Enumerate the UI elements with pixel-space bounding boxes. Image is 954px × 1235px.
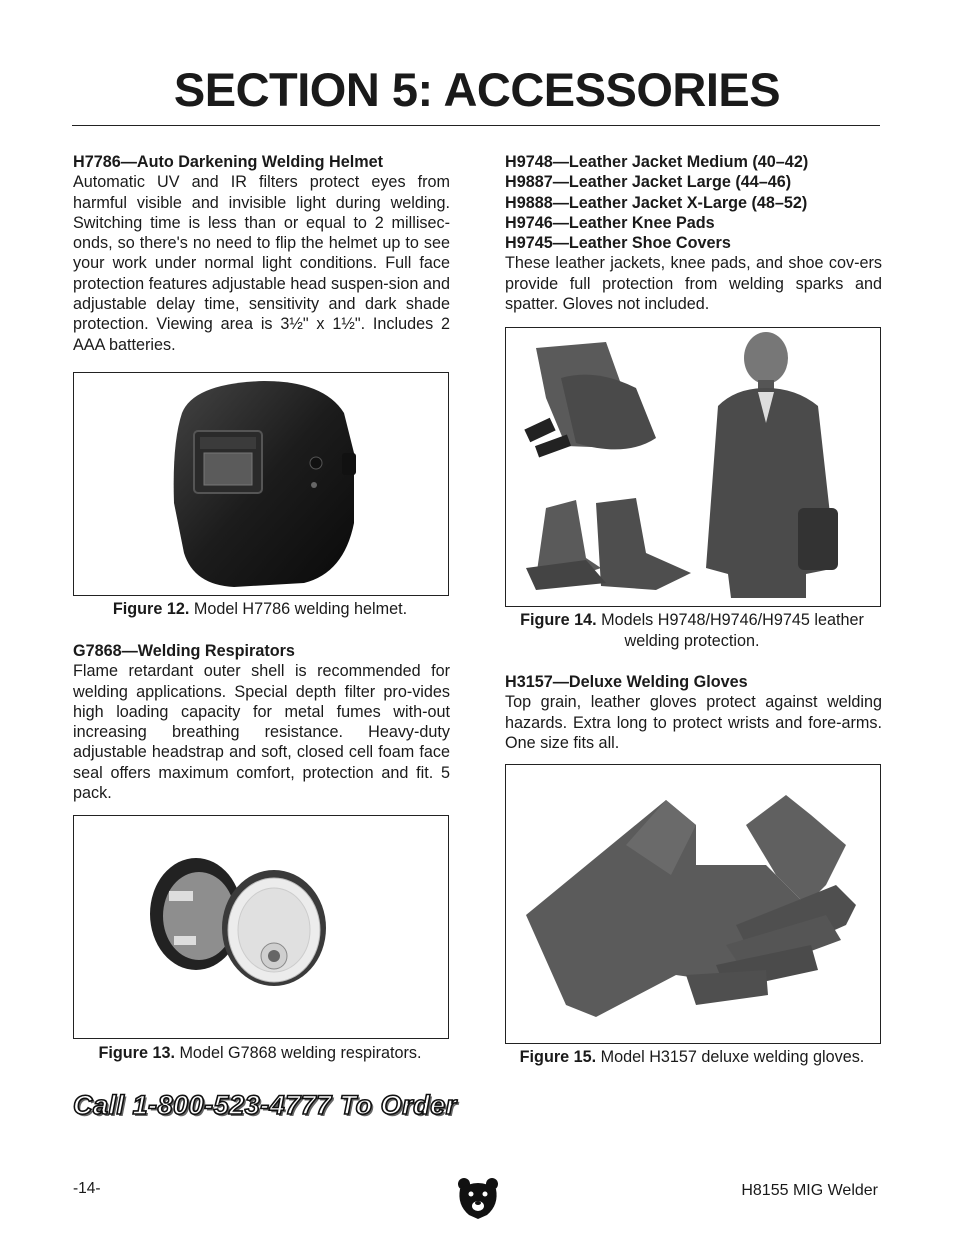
respirators-heading: G7868—Welding Respirators: [73, 642, 295, 660]
gloves-heading: H3157—Deluxe Welding Gloves: [505, 673, 748, 691]
helmet-description: Automatic UV and IR filters protect eyes from harmful visible and invisible light during welding. Switching time is less than or equal to 2 millisec-onds, so there's no need to flip the helmet up to see your work under normal light conditions. Full face protection features adjustable head suspen-sion and adjustable delay time, sensitivity and dark shade protection. Viewing area is 3½" x 1½". Includes 2 AAA batteries.: [73, 173, 450, 354]
respirators-description: Flame retardant outer shell is recommended for welding applications. Special depth filter pro-vides high loading capacity for metal fumes with-out increasing breathing resistance. Heavy-duty adjustable headstrap and soft, closed cell foam face seal offers maximum comfort, protection and fit. 5 pack.: [73, 662, 450, 803]
gloves-description: Top grain, leather gloves protect against welding hazards. Extra long to protect wrists and fore-arms. One size fits all.: [505, 693, 882, 752]
figure-13-label: Figure 13.: [98, 1044, 175, 1062]
page-title: SECTION 5: ACCESSORIES: [173, 63, 781, 116]
bear-logo-icon: [455, 1175, 501, 1226]
helmet-section: [73, 152, 450, 355]
respirators-section: [73, 641, 450, 803]
title-divider: [72, 125, 880, 126]
figure-14-text: Models H9748/H9746/H9745 leather welding protection.: [601, 611, 864, 650]
leather-section: [505, 152, 882, 314]
helmet-heading: H7786—Auto Darkening Welding Helmet: [73, 153, 384, 171]
figure-15-text: Model H3157 deluxe welding gloves.: [600, 1048, 865, 1066]
figure-14-leather-image: [505, 327, 881, 607]
leather-heading-jacket-large: H9887—Leather Jacket Large (44–46): [505, 173, 792, 192]
leather-heading-shoe-covers: H9745—Leather Shoe Covers: [505, 234, 731, 253]
figure-13-respirators-image: [73, 815, 449, 1039]
respirator-masks-illustration: [74, 816, 448, 1038]
figure-15-label: Figure 15.: [519, 1048, 597, 1066]
leather-gear-illustration: [506, 328, 880, 606]
figure-13-text: Model G7868 welding respirators.: [179, 1044, 422, 1062]
page-number: -14-: [73, 1180, 101, 1197]
figure-12-helmet-image: [73, 372, 449, 596]
call-to-order-banner: Call 1-800-523-4777 To Order: [73, 1090, 457, 1120]
welding-helmet-illustration: [74, 373, 448, 595]
leather-heading-knee-pads: H9746—Leather Knee Pads: [505, 213, 715, 232]
welding-gloves-illustration: [506, 765, 880, 1043]
figure-12-caption: [73, 599, 447, 620]
leather-description: These leather jackets, knee pads, and shoe cov-ers provide full protection from welding sparks and spatter. Gloves not included.: [505, 254, 882, 314]
model-name: H8155 MIG Welder: [741, 1182, 878, 1199]
figure-14-caption: [505, 610, 879, 651]
gloves-section: [505, 672, 882, 753]
leather-heading-jacket-medium: H9748—Leather Jacket Medium (40–42): [505, 153, 809, 171]
figure-15-gloves-image: [505, 764, 881, 1044]
figure-15-caption: [505, 1047, 879, 1068]
figure-12-label: Figure 12.: [112, 600, 190, 618]
leather-heading-jacket-xlarge: H9888—Leather Jacket X-Large (48–52): [505, 193, 808, 212]
figure-12-text: Model H7786 welding helmet.: [193, 600, 408, 618]
figure-14-label: Figure 14.: [520, 611, 597, 629]
figure-13-caption: [73, 1043, 447, 1064]
